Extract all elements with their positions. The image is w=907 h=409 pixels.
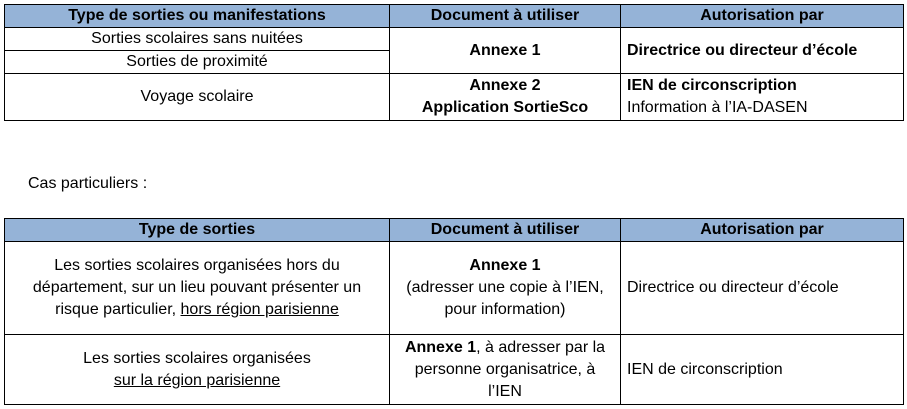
type-cell: Voyage scolaire (5, 74, 390, 121)
autorisation-cell: Directrice ou directeur d’école (621, 242, 904, 335)
type-underlined: hors région parisienne (180, 301, 339, 318)
type-cell: Sorties scolaires sans nuitées (5, 28, 390, 51)
autorisation-line: IEN de circonscription (627, 77, 797, 94)
document-rest: , à adresser par la personne organisatrice, à l’IEN (414, 338, 606, 400)
document-cell (390, 335, 621, 405)
document-rest: (adresser une copie à l’IEN, pour information) (406, 279, 604, 318)
autorisation-cell: IEN de circonscription (621, 335, 904, 405)
type-underlined: sur la région parisienne (113, 371, 281, 389)
table-row (5, 242, 904, 335)
document-bold: Annexe 1 (469, 257, 541, 274)
header-autorisation: Autorisation par (621, 5, 904, 28)
authorization-table (4, 4, 904, 121)
document-bold: Annexe 1 (404, 338, 477, 356)
document-cell: Annexe 1 (390, 28, 621, 74)
header-type: Type de sorties ou manifestations (5, 5, 390, 28)
header-document: Document à utiliser (390, 219, 621, 242)
type-text: Les sorties scolaires organisées hors du département, sur un lieu pouvant présenter un risque particulier, (32, 257, 362, 318)
autorisation-cell: Directrice ou directeur d’école (621, 28, 904, 74)
table-header-row (5, 219, 904, 242)
type-cell: Sorties de proximité (5, 51, 390, 74)
document-line: Application SortieSco (421, 99, 589, 116)
section-heading: Cas particuliers : (28, 175, 148, 192)
type-text: Les sorties scolaires organisées (83, 349, 311, 367)
autorisation-line: Information à l’IA-DASEN (627, 99, 808, 116)
table-row (5, 28, 904, 51)
special-cases-table (4, 218, 904, 405)
autorisation-cell (621, 74, 904, 121)
table-row (5, 335, 904, 405)
header-type: Type de sorties (5, 219, 390, 242)
document-line: Annexe 2 (469, 77, 541, 94)
document-cell (390, 74, 621, 121)
type-cell (5, 242, 390, 335)
type-cell (5, 335, 390, 405)
header-autorisation: Autorisation par (621, 219, 904, 242)
document-cell (390, 242, 621, 335)
header-document: Document à utiliser (390, 5, 621, 28)
table-row (5, 74, 904, 121)
table-header-row (5, 5, 904, 28)
